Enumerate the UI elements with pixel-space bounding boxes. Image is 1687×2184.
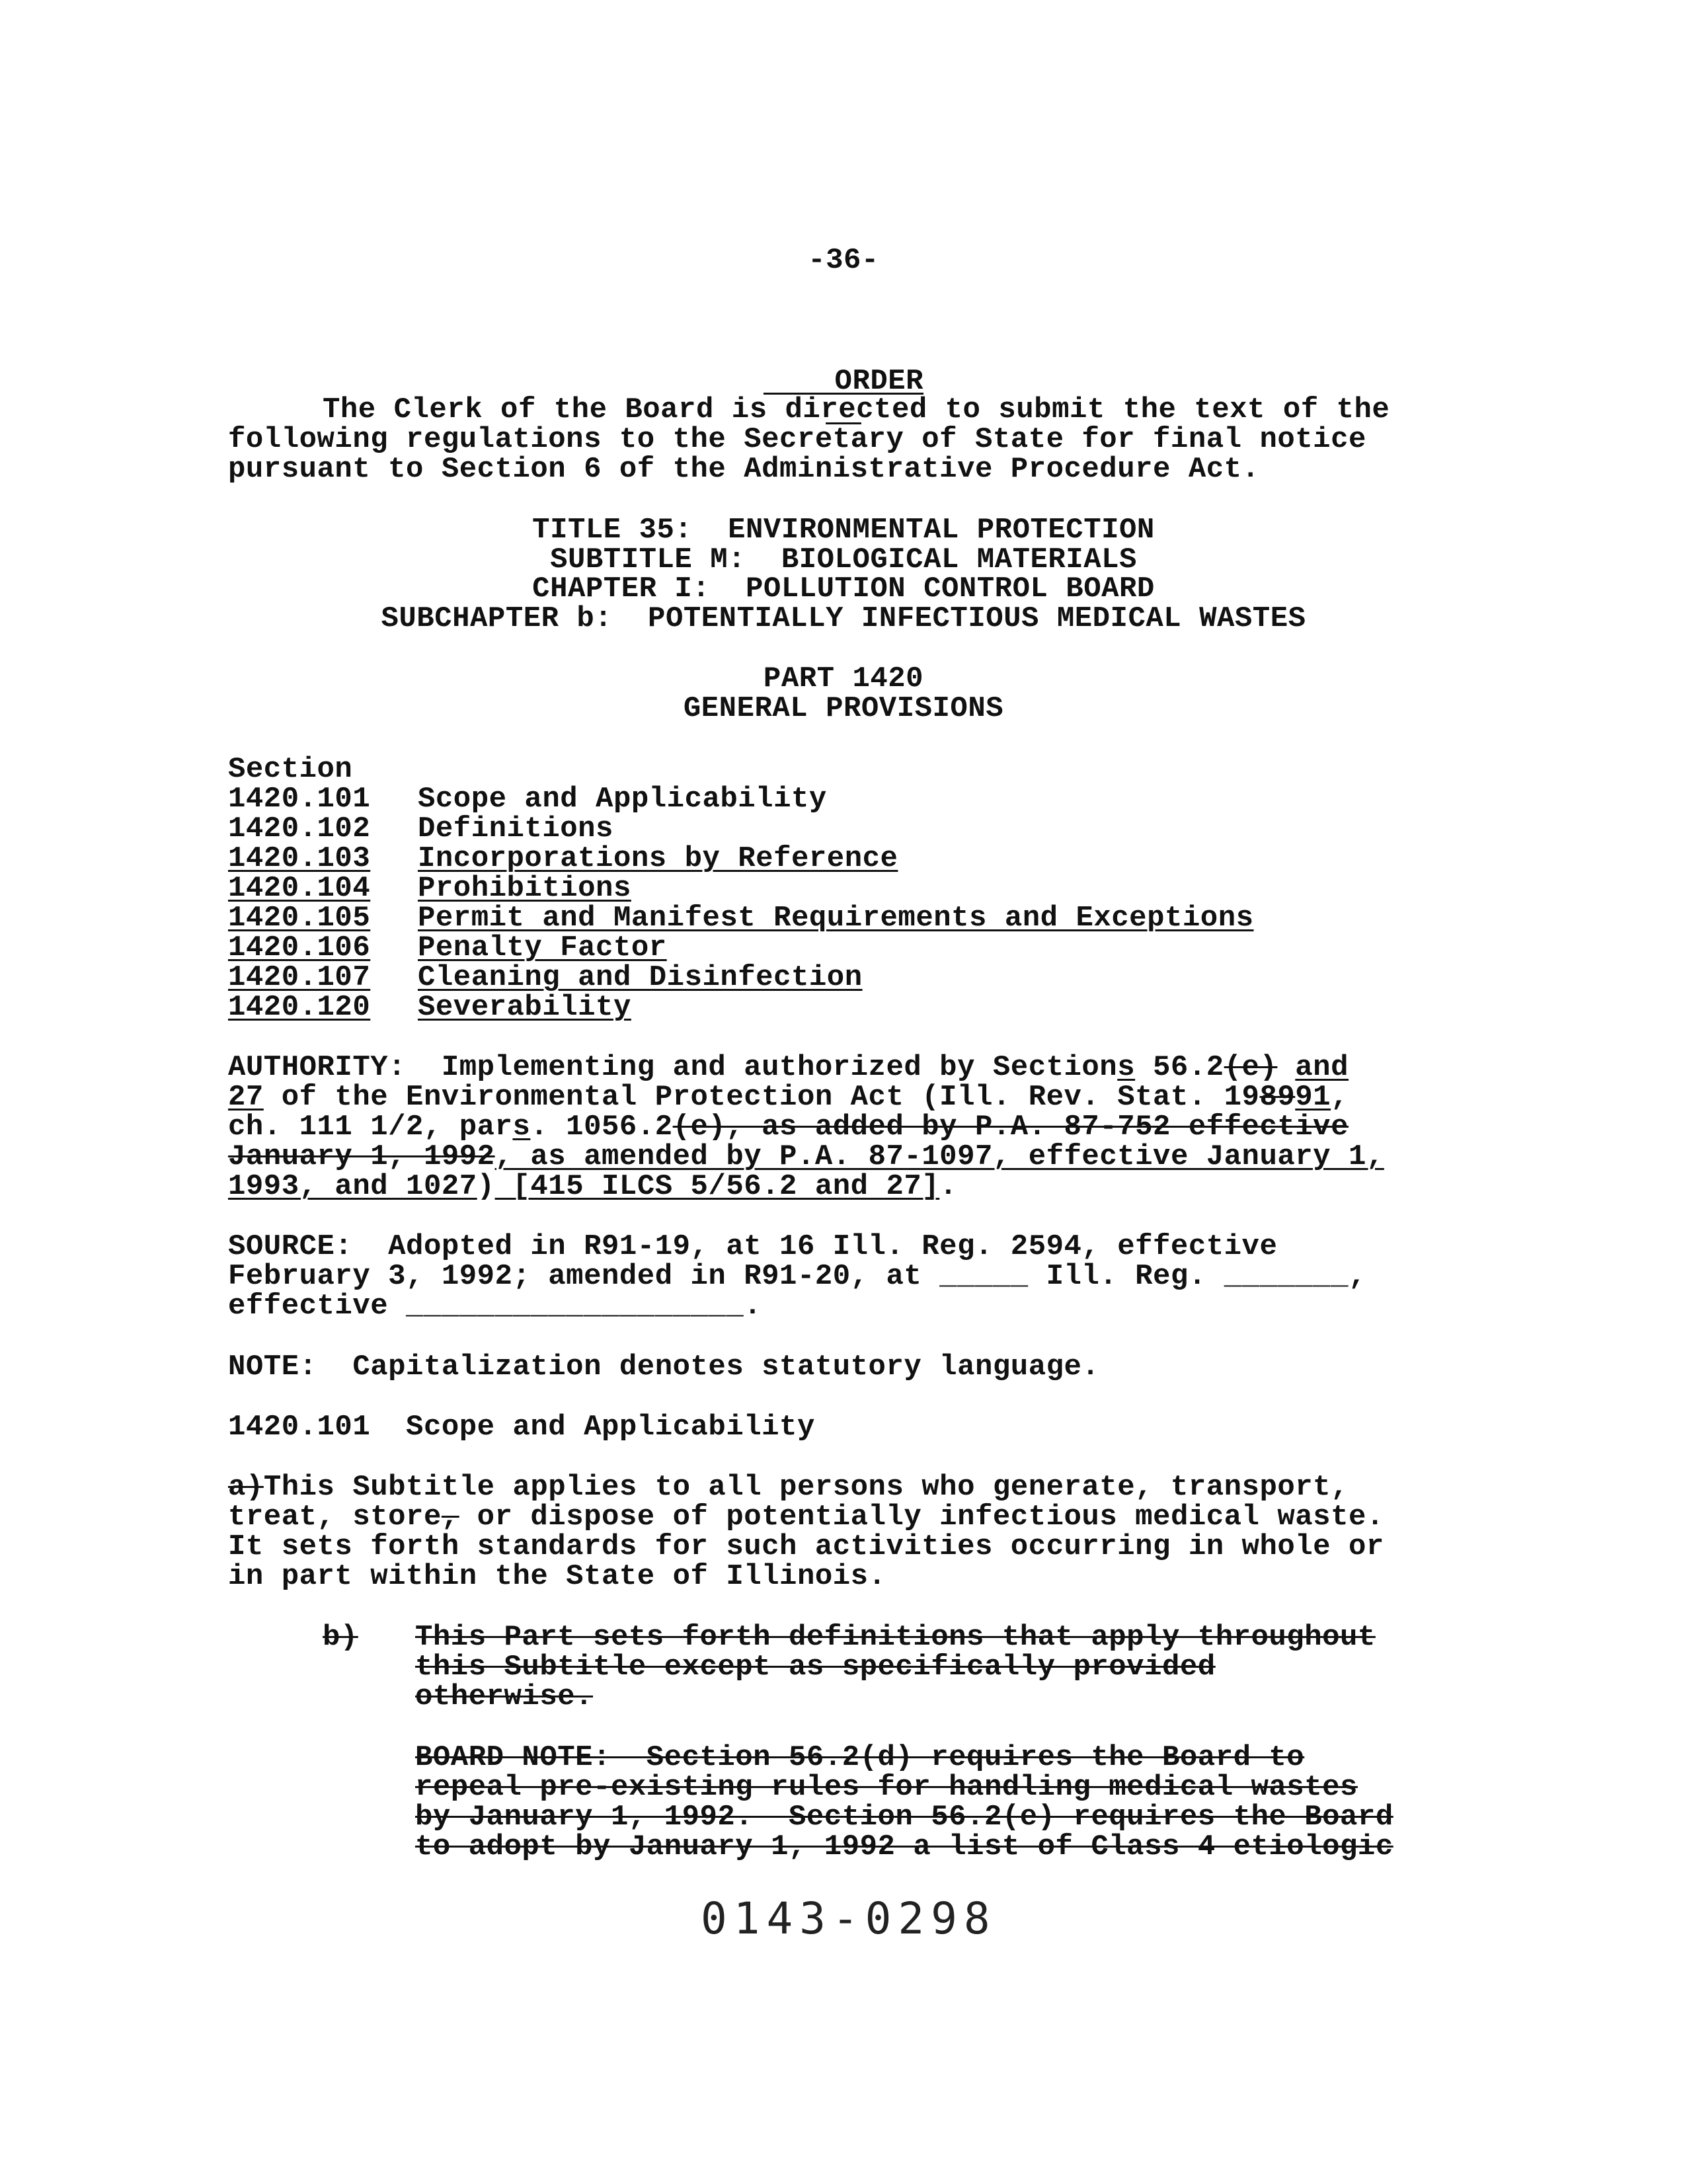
text-run: , xyxy=(1331,1081,1349,1114)
toc-title: Scope and Applicability xyxy=(418,783,827,816)
source-line-3: effective ___________________. xyxy=(228,1290,762,1323)
deleted-text: (e) xyxy=(1224,1051,1278,1084)
document-stamp-number: 0143-0298 xyxy=(701,1893,997,1944)
text-run: or dispose of potentially infectious medical waste. xyxy=(459,1501,1384,1534)
inserted-text: [415 ILCS 5/56.2 and 27] xyxy=(494,1170,940,1203)
deleted-line: repeal pre-existing rules for handling medical wastes xyxy=(415,1771,1358,1804)
part-title: GENERAL PROVISIONS xyxy=(683,692,1004,725)
toc-number: 1420.120 xyxy=(228,991,371,1024)
section-heading: 1420.101 Scope and Applicability xyxy=(228,1411,815,1444)
text-run: ch. 111 1/2, par xyxy=(228,1111,513,1144)
deleted-text: a) xyxy=(228,1471,264,1504)
intro-line-1: The Clerk of the Board is directed to submit the text of the xyxy=(323,393,1390,426)
text-run: AUTHORITY: Implementing and authorized by Section xyxy=(228,1051,1118,1084)
source-line-1: SOURCE: Adopted in R91-19, at 16 Ill. Reg. 2594, effective xyxy=(228,1230,1278,1263)
scope-line: in part within the State of Illinois. xyxy=(228,1560,886,1593)
toc-title: Penalty Factor xyxy=(418,931,667,964)
deleted-text: , xyxy=(441,1501,459,1534)
toc-number: 1420.103 xyxy=(228,842,371,875)
deleted-line: this Subtitle except as specifically provided xyxy=(415,1651,1216,1684)
authority-line xyxy=(228,1112,1484,1142)
text-run: treat, store xyxy=(228,1501,442,1534)
inserted-text: , as amended by P.A. 87-1097, effective January 1, xyxy=(494,1140,1384,1173)
text-run: 56.2 xyxy=(1135,1051,1224,1084)
deleted-line: otherwise. xyxy=(415,1680,594,1713)
text-run: . 1056.2 xyxy=(530,1111,673,1144)
order-heading-text: ORDER xyxy=(834,365,924,398)
toc-number: 1420.101 xyxy=(228,783,371,816)
authority-line xyxy=(228,1172,1484,1202)
deleted-text: (e), as added by P.A. 87-752 effective xyxy=(672,1111,1349,1144)
chapter-heading: CHAPTER I: POLLUTION CONTROL BOARD xyxy=(532,572,1155,605)
toc-title: Severability xyxy=(418,991,631,1024)
note-line: NOTE: Capitalization denotes statutory language. xyxy=(228,1350,1100,1384)
deleted-text: January 1, 1992 xyxy=(228,1140,495,1173)
toc-title: Definitions xyxy=(418,812,613,845)
subchapter-heading: SUBCHAPTER b: POTENTIALLY INFECTIOUS MEDICAL WASTES xyxy=(381,602,1306,635)
toc-title: Permit and Manifest Requirements and Exceptions xyxy=(418,902,1254,935)
title-heading: TITLE 35: ENVIRONMENTAL PROTECTION xyxy=(532,514,1155,547)
toc-title: Prohibitions xyxy=(418,872,631,905)
text-run: This Subtitle applies to all persons who generate, transport, xyxy=(263,1471,1349,1504)
scope-line: It sets forth standards for such activities occurring in whole or xyxy=(228,1530,1384,1563)
text-run xyxy=(1277,1051,1295,1084)
intro-line-3: pursuant to Section 6 of the Administrative Procedure Act. xyxy=(228,453,1260,486)
scope-line xyxy=(228,1502,1484,1532)
inserted-text: 27 xyxy=(228,1081,264,1114)
deleted-line: This Part sets forth definitions that apply throughout xyxy=(415,1621,1376,1654)
part-number: PART 1420 xyxy=(763,662,924,695)
inserted-text: 1993, and 1027 xyxy=(228,1170,477,1203)
deleted-line: to adopt by January 1, 1992 a list of Class 4 etiologic xyxy=(415,1830,1393,1863)
deleted-line: BOARD NOTE: Section 56.2(d) requires the Board to xyxy=(415,1741,1305,1774)
inserted-text: and xyxy=(1295,1051,1349,1084)
toc-title: Cleaning and Disinfection xyxy=(418,961,863,994)
text-run: . xyxy=(939,1170,958,1203)
inserted-text: s xyxy=(512,1111,531,1144)
deleted-text: 89 xyxy=(1259,1081,1296,1114)
authority-line xyxy=(228,1083,1484,1112)
deleted-line: by January 1, 1992. Section 56.2(e) requires the Board xyxy=(415,1801,1393,1834)
page-number: -36- xyxy=(808,244,879,277)
text-run: of the Environmental Protection Act (Ill. Rev. Stat. 19 xyxy=(263,1081,1260,1114)
toc-number: 1420.105 xyxy=(228,902,371,935)
subtitle-heading: SUBTITLE M: BIOLOGICAL MATERIALS xyxy=(550,543,1137,576)
scope-line xyxy=(228,1473,1484,1502)
inserted-text: s xyxy=(1117,1051,1136,1084)
authority-line xyxy=(228,1053,1484,1083)
toc-label: Section xyxy=(228,753,353,786)
toc-number: 1420.102 xyxy=(228,812,371,845)
toc-number: 1420.104 xyxy=(228,872,371,905)
source-line-2: February 3, 1992; amended in R91-20, at _____ Ill. Reg. _______, xyxy=(228,1260,1366,1293)
toc-number: 1420.106 xyxy=(228,931,371,964)
authority-line xyxy=(228,1142,1484,1172)
text-run: ) xyxy=(477,1170,495,1203)
toc-number: 1420.107 xyxy=(228,961,371,994)
intro-line-2: following regulations to the Secretary of State for final notice xyxy=(228,423,1366,456)
inserted-text: 91 xyxy=(1295,1081,1331,1114)
deleted-label: b) xyxy=(323,1621,358,1654)
toc-title: Incorporations by Reference xyxy=(418,842,898,875)
